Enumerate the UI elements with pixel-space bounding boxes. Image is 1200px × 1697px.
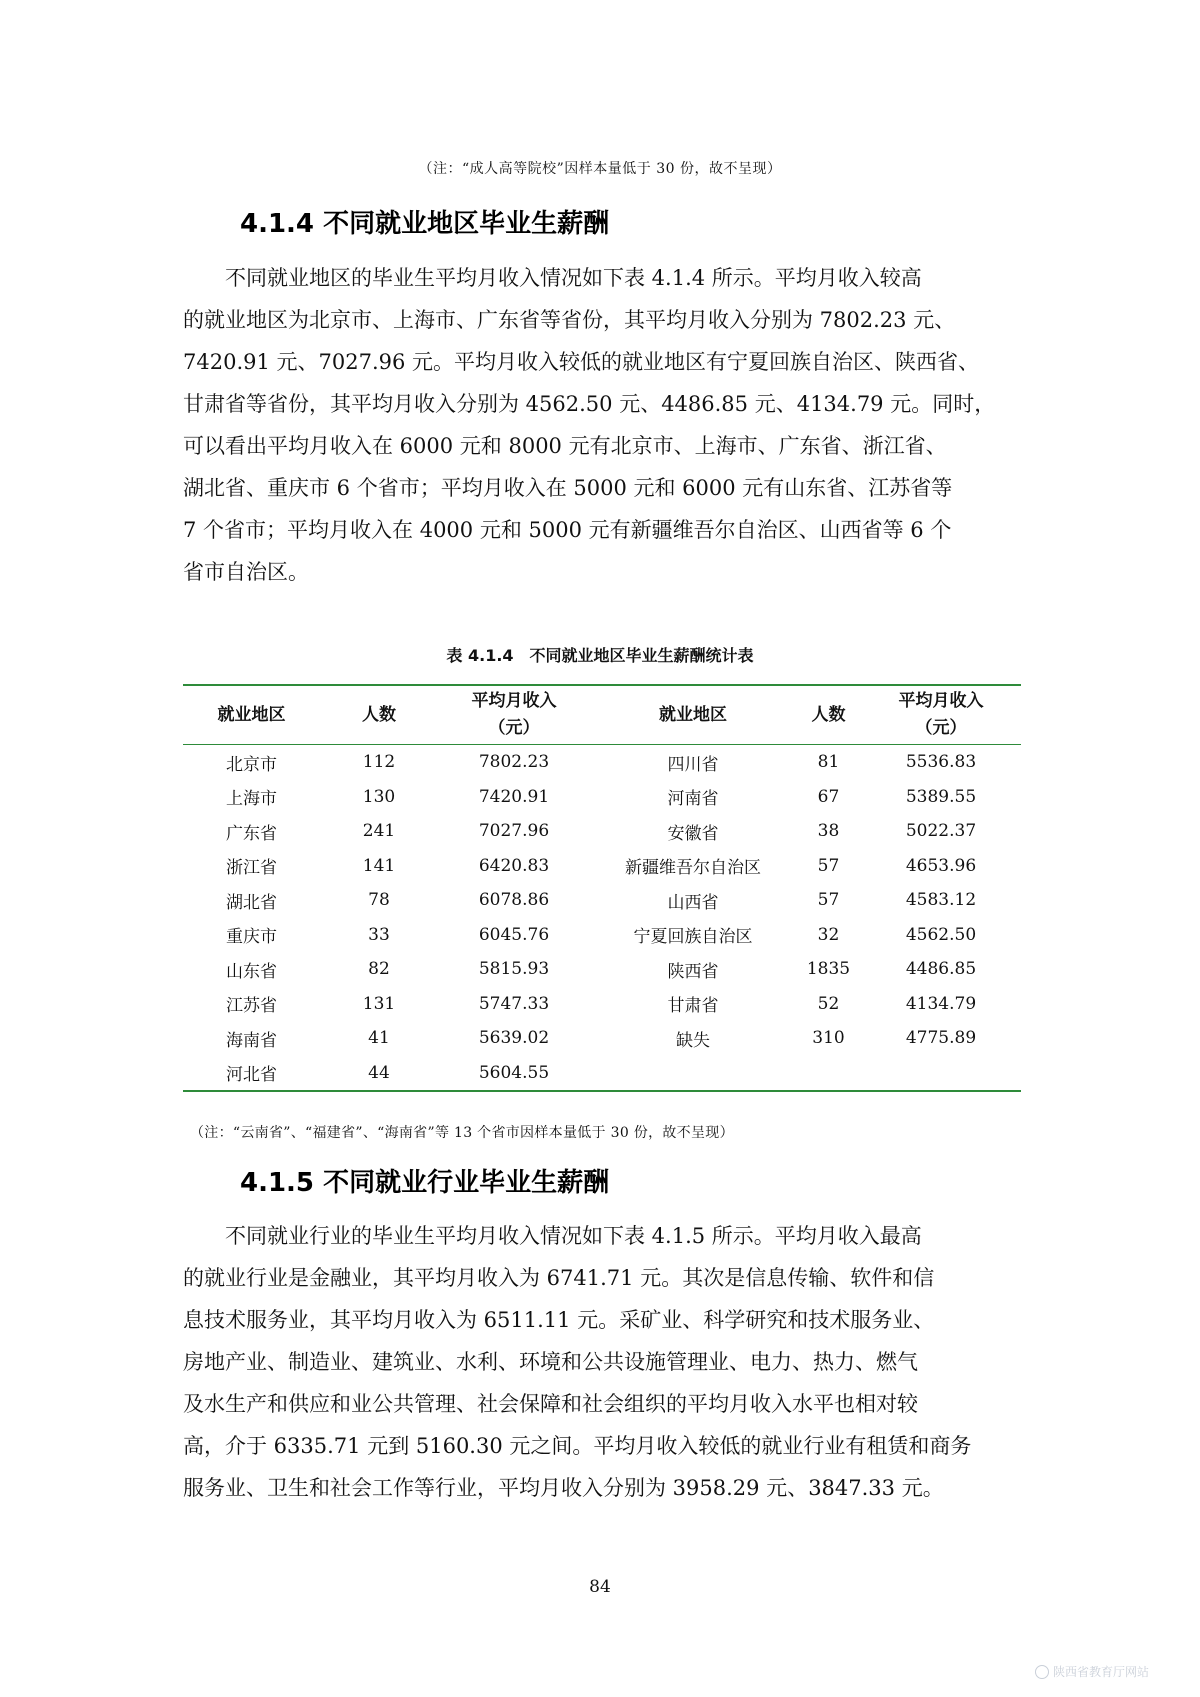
cell-count: 38	[817, 821, 840, 842]
cell-region: 上海市	[226, 789, 277, 810]
header-region-left: 就业地区	[183, 685, 320, 745]
header-income-right	[861, 685, 1021, 745]
table-row	[183, 952, 1021, 987]
section-415-paragraph	[183, 1215, 1021, 1509]
cell-income	[861, 1056, 1021, 1092]
table-row	[183, 987, 1021, 1022]
cell-region	[590, 1056, 796, 1092]
top-note: （注：“成人高等院校”因样本量低于 30 份，故不呈现）	[418, 161, 782, 177]
cell-region: 北京市	[226, 754, 277, 775]
cell-region: 新疆维吾尔自治区	[625, 858, 761, 879]
cell-income: 5536.83	[905, 752, 977, 773]
cell-region: 广东省	[226, 823, 277, 844]
header-region-right: 就业地区	[590, 685, 796, 745]
header-income-left	[438, 685, 590, 745]
cell-count: 57	[817, 890, 840, 911]
cell-income: 4775.89	[905, 1028, 977, 1049]
cell-income: 7420.91	[478, 786, 550, 807]
cell-income: 5747.33	[478, 993, 550, 1014]
paragraph-line: 及水生产和供应和业公共管理、社会保障和社会组织的平均月收入水平也相对较	[183, 1392, 918, 1416]
cell-region: 缺失	[676, 1030, 710, 1051]
cell-income: 4134.79	[905, 993, 977, 1014]
paragraph-line: 湖北省、重庆市 6 个省市；平均月收入在 5000 元和 6000 元有山东省、江苏省等	[183, 476, 953, 500]
cell-count: 41	[368, 1028, 390, 1049]
paragraph-line: 服务业、卫生和社会工作等行业，平均月收入分别为 3958.29 元、3847.33 元。	[183, 1476, 944, 1500]
cell-region: 河南省	[667, 789, 719, 810]
cell-region: 宁夏回族自治区	[633, 927, 753, 948]
cell-region: 四川省	[667, 754, 719, 775]
section-414-heading: 4.1.4 不同就业地区毕业生薪酬	[240, 209, 610, 239]
table-row	[183, 1021, 1021, 1056]
cell-income: 6045.76	[478, 924, 550, 945]
cell-count: 112	[362, 752, 396, 773]
cell-count	[796, 1056, 861, 1092]
cell-income: 7027.96	[478, 821, 550, 842]
cell-income: 6078.86	[478, 890, 550, 911]
cell-income: 5604.55	[438, 1056, 590, 1092]
cell-count: 141	[362, 855, 396, 876]
watermark	[1035, 1663, 1149, 1680]
cell-income: 7802.23	[478, 752, 550, 773]
watermark-logo-icon	[1035, 1665, 1049, 1679]
cell-region: 山西省	[667, 892, 719, 913]
paragraph-line: 房地产业、制造业、建筑业、水利、环境和公共设施管理业、电力、热力、燃气	[183, 1350, 918, 1374]
cell-count: 241	[362, 821, 396, 842]
paragraph-line: 7420.91 元、7027.96 元。平均月收入较低的就业地区有宁夏回族自治区、陕西省、	[183, 350, 980, 374]
cell-count: 310	[812, 1028, 845, 1049]
paragraph-line: 可以看出平均月收入在 6000 元和 8000 元有北京市、上海市、广东省、浙江省、	[183, 434, 947, 458]
cell-count: 78	[368, 890, 390, 911]
cell-count: 32	[817, 924, 840, 945]
cell-count: 67	[817, 786, 840, 807]
header-income-line2: （元）	[915, 718, 967, 738]
cell-count: 44	[320, 1056, 438, 1092]
cell-count: 33	[368, 924, 390, 945]
cell-income: 5639.02	[478, 1028, 550, 1049]
cell-region: 海南省	[226, 1030, 277, 1051]
paragraph-line: 甘肃省等省份，其平均月收入分别为 4562.50 元、4486.85 元、4134.79 元。同时，	[183, 392, 996, 416]
paragraph-line: 息技术服务业，其平均月收入为 6511.11 元。采矿业、科学研究和技术服务业、	[183, 1308, 935, 1332]
cell-income: 5815.93	[478, 959, 550, 980]
table-row	[183, 918, 1021, 953]
table-row	[183, 1056, 1021, 1092]
paragraph-line: 不同就业地区的毕业生平均月收入情况如下表 4.1.4 所示。平均月收入较高	[225, 266, 922, 290]
header-income-line1: 平均月收入	[471, 691, 557, 711]
cell-count: 1835	[806, 959, 851, 980]
cell-region: 安徽省	[667, 823, 719, 844]
salary-table-container	[183, 684, 1021, 1092]
paragraph-line: 省市自治区。	[183, 560, 309, 584]
table-header-row	[183, 685, 1021, 745]
page-number: 84	[589, 1577, 611, 1597]
table-row	[183, 745, 1021, 780]
paragraph-line: 不同就业行业的毕业生平均月收入情况如下表 4.1.5 所示。平均月收入最高	[225, 1224, 922, 1248]
table-note: （注：“云南省”、“福建省”、“海南省”等 13 个省市因样本量低于 30 份，故不呈现）	[190, 1125, 734, 1141]
cell-region: 陕西省	[667, 961, 719, 982]
cell-region: 河北省	[183, 1056, 320, 1092]
cell-count: 81	[817, 752, 840, 773]
header-income-line2: （元）	[488, 718, 540, 738]
cell-region: 湖北省	[226, 892, 277, 913]
cell-region: 浙江省	[226, 858, 277, 879]
cell-count: 131	[362, 993, 396, 1014]
cell-count: 82	[368, 959, 390, 980]
cell-income: 4486.85	[905, 959, 977, 980]
cell-region: 江苏省	[226, 996, 277, 1017]
cell-income: 4583.12	[905, 890, 977, 911]
section-415-heading: 4.1.5 不同就业行业毕业生薪酬	[240, 1168, 610, 1198]
cell-income: 5022.37	[905, 821, 977, 842]
cell-region: 重庆市	[226, 927, 277, 948]
header-count-right: 人数	[796, 685, 861, 745]
table-row	[183, 883, 1021, 918]
table-row	[183, 849, 1021, 884]
table-caption: 表 4.1.4 不同就业地区毕业生薪酬统计表	[446, 646, 754, 665]
header-count-left: 人数	[320, 685, 438, 745]
paragraph-line: 的就业地区为北京市、上海市、广东省等省份，其平均月收入分别为 7802.23 元、	[183, 308, 956, 332]
table-row	[183, 814, 1021, 849]
section-414-paragraph	[183, 257, 1021, 593]
cell-region: 山东省	[226, 961, 277, 982]
salary-table	[183, 684, 1021, 1092]
paragraph-line: 高，介于 6335.71 元到 5160.30 元之间。平均月收入较低的就业行业有租赁和商务	[183, 1434, 972, 1458]
cell-count: 52	[817, 993, 840, 1014]
cell-income: 5389.55	[905, 786, 977, 807]
paragraph-line: 7 个省市；平均月收入在 4000 元和 5000 元有新疆维吾尔自治区、山西省等 6 个	[183, 518, 952, 542]
table-row	[183, 780, 1021, 815]
paragraph-line: 的就业行业是金融业，其平均月收入为 6741.71 元。其次是信息传输、软件和信	[183, 1266, 935, 1290]
cell-income: 4562.50	[905, 924, 977, 945]
cell-income: 4653.96	[905, 855, 977, 876]
watermark-text: 陕西省教育厅网站	[1053, 1665, 1150, 1679]
header-income-line1: 平均月收入	[898, 691, 984, 711]
cell-income: 6420.83	[478, 855, 550, 876]
cell-count: 57	[817, 855, 840, 876]
cell-count: 130	[362, 786, 396, 807]
cell-region: 甘肃省	[667, 996, 719, 1017]
